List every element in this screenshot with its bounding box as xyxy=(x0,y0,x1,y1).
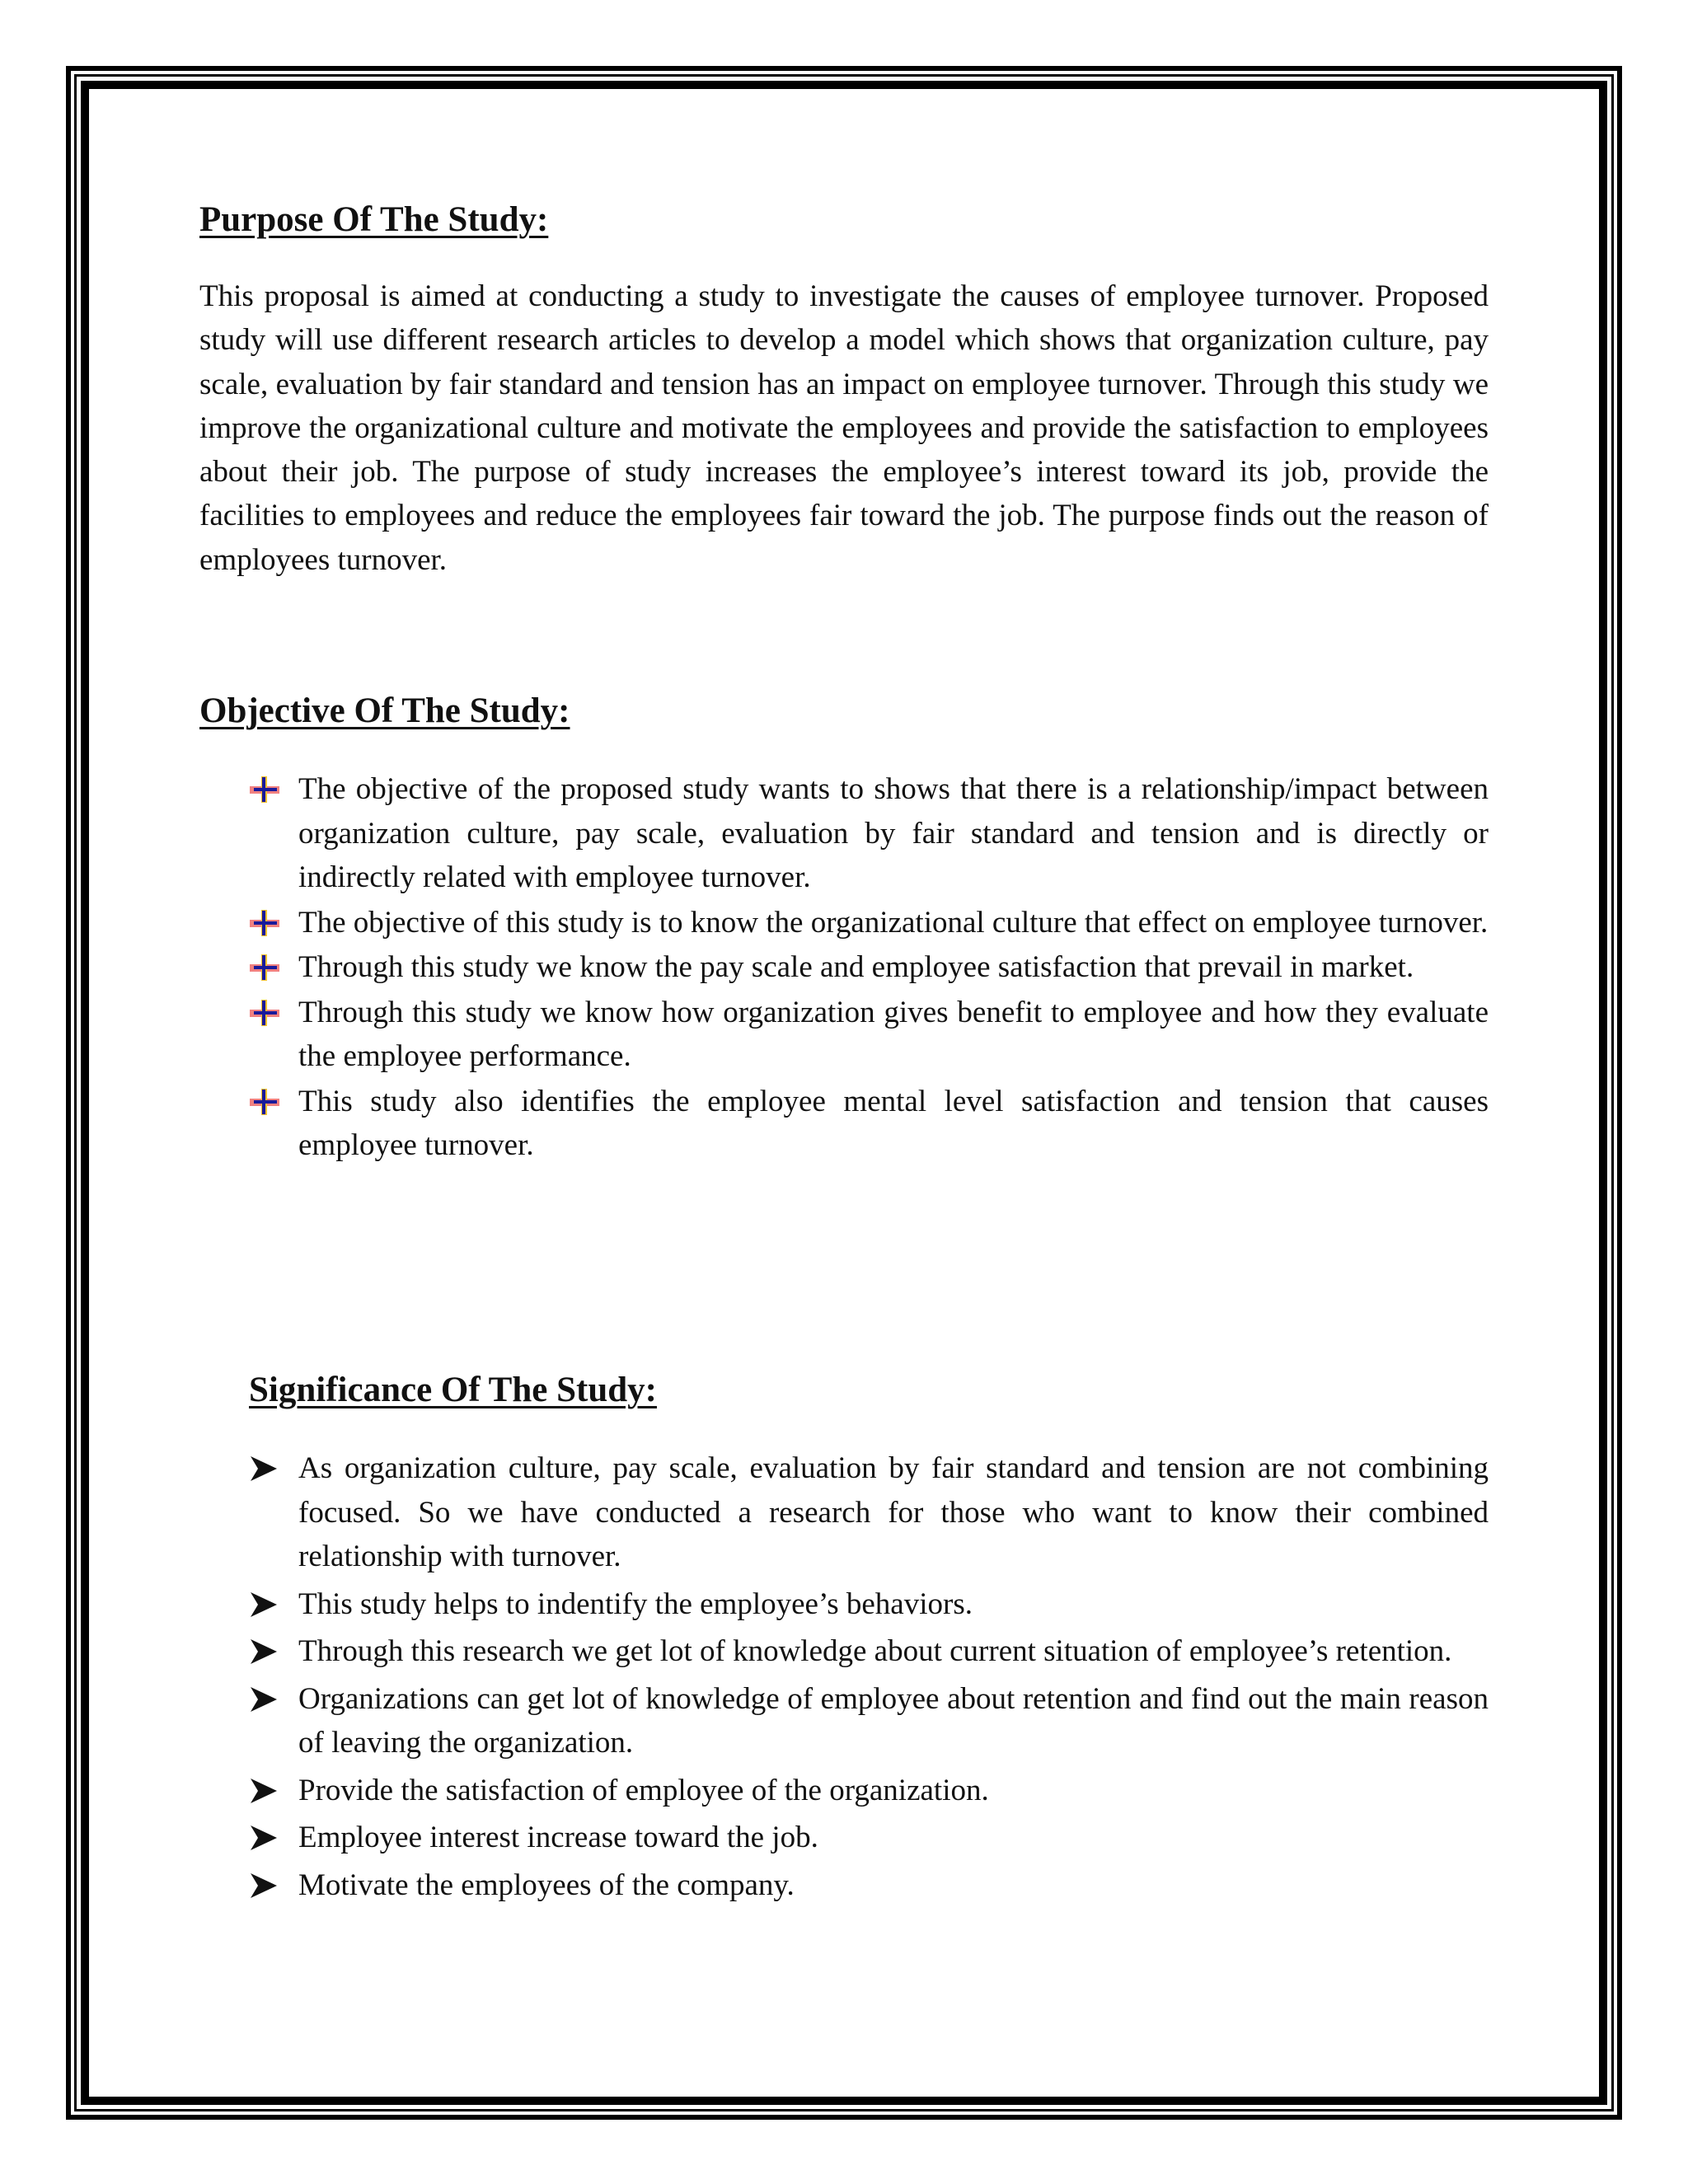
purpose-heading: Purpose Of The Study: xyxy=(199,200,549,239)
significance-heading: Significance Of The Study: xyxy=(249,1371,657,1409)
objective-item-text: The objective of this study is to know the organizational culture that effect on employee turnover. xyxy=(298,905,1489,940)
plus-arrow-bullet-icon xyxy=(249,954,280,982)
purpose-paragraph: This proposal is aimed at conducting a study to investigate the causes of employee turnover. Proposed study will use different research articles to develop a model which shows that organization culture, pay scale, evaluation by fair standard and tension has an impact on employee turnover. Through this study we improve the organizational culture and motivate the employees and provide the satisfaction to employees about their job. The purpose of study increases the employee’s interest toward its job, provide the facilities to employees and reduce the employees fair toward the job. The purpose finds out the reason of employees turnover. xyxy=(199,279,1489,577)
objective-heading: Objective Of The Study: xyxy=(199,691,570,730)
list-item xyxy=(249,991,1489,1079)
significance-item-text: Employee interest increase toward the job. xyxy=(298,1821,818,1854)
significance-item-text: Organizations can get lot of knowledge of employee about retention and find out the main reason of leaving the organization. xyxy=(298,1681,1489,1760)
list-item xyxy=(249,1677,1489,1765)
significance-item-text: Provide the satisfaction of employee of the organization. xyxy=(298,1773,989,1807)
significance-item-text: This study helps to indentify the employee’s behaviors. xyxy=(298,1586,973,1621)
arrowhead-bullet-icon xyxy=(249,1824,280,1852)
significance-item-text: As organization culture, pay scale, evaluation by fair standard and tension are not combining focused. So we have conducted a research for those who want to know their combined relationship with turnover. xyxy=(298,1451,1489,1573)
significance-list xyxy=(249,1446,1489,1910)
plus-arrow-bullet-icon xyxy=(249,776,280,804)
arrowhead-bullet-icon xyxy=(249,1638,280,1666)
list-item xyxy=(249,1446,1489,1579)
list-item xyxy=(249,901,1489,945)
arrowhead-bullet-icon xyxy=(249,1455,280,1483)
objective-list xyxy=(249,767,1489,1169)
list-item xyxy=(249,1816,1489,1860)
list-item xyxy=(249,945,1489,990)
significance-item-text: Through this research we get lot of knowledge about current situation of employee’s retention. xyxy=(298,1634,1452,1668)
significance-item-text: Motivate the employees of the company. xyxy=(298,1868,795,1902)
list-item xyxy=(249,1863,1489,1908)
list-item xyxy=(249,1582,1489,1627)
plus-arrow-bullet-icon xyxy=(249,909,280,937)
arrowhead-bullet-icon xyxy=(249,1872,280,1900)
arrowhead-bullet-icon xyxy=(249,1777,280,1805)
list-item xyxy=(249,767,1489,900)
objective-item-text: Through this study we know the pay scale and employee satisfaction that prevail in market. xyxy=(298,950,1414,984)
arrowhead-bullet-icon xyxy=(249,1685,280,1713)
objective-item-text: The objective of the proposed study wants to shows that there is a relationship/impact between organization culture, pay scale, evaluation by fair standard and tension and is directly or indirectly related with employee turnover. xyxy=(298,772,1489,894)
objective-item-text: This study also identifies the employee mental level satisfaction and tension that causes employee turnover. xyxy=(298,1084,1489,1162)
plus-arrow-bullet-icon xyxy=(249,999,280,1027)
list-item xyxy=(249,1769,1489,1813)
arrowhead-bullet-icon xyxy=(249,1591,280,1619)
plus-arrow-bullet-icon xyxy=(249,1088,280,1116)
list-item xyxy=(249,1080,1489,1168)
list-item xyxy=(249,1629,1489,1674)
objective-item-text: Through this study we know how organization gives benefit to employee and how they evaluate the employee performance. xyxy=(298,995,1489,1073)
